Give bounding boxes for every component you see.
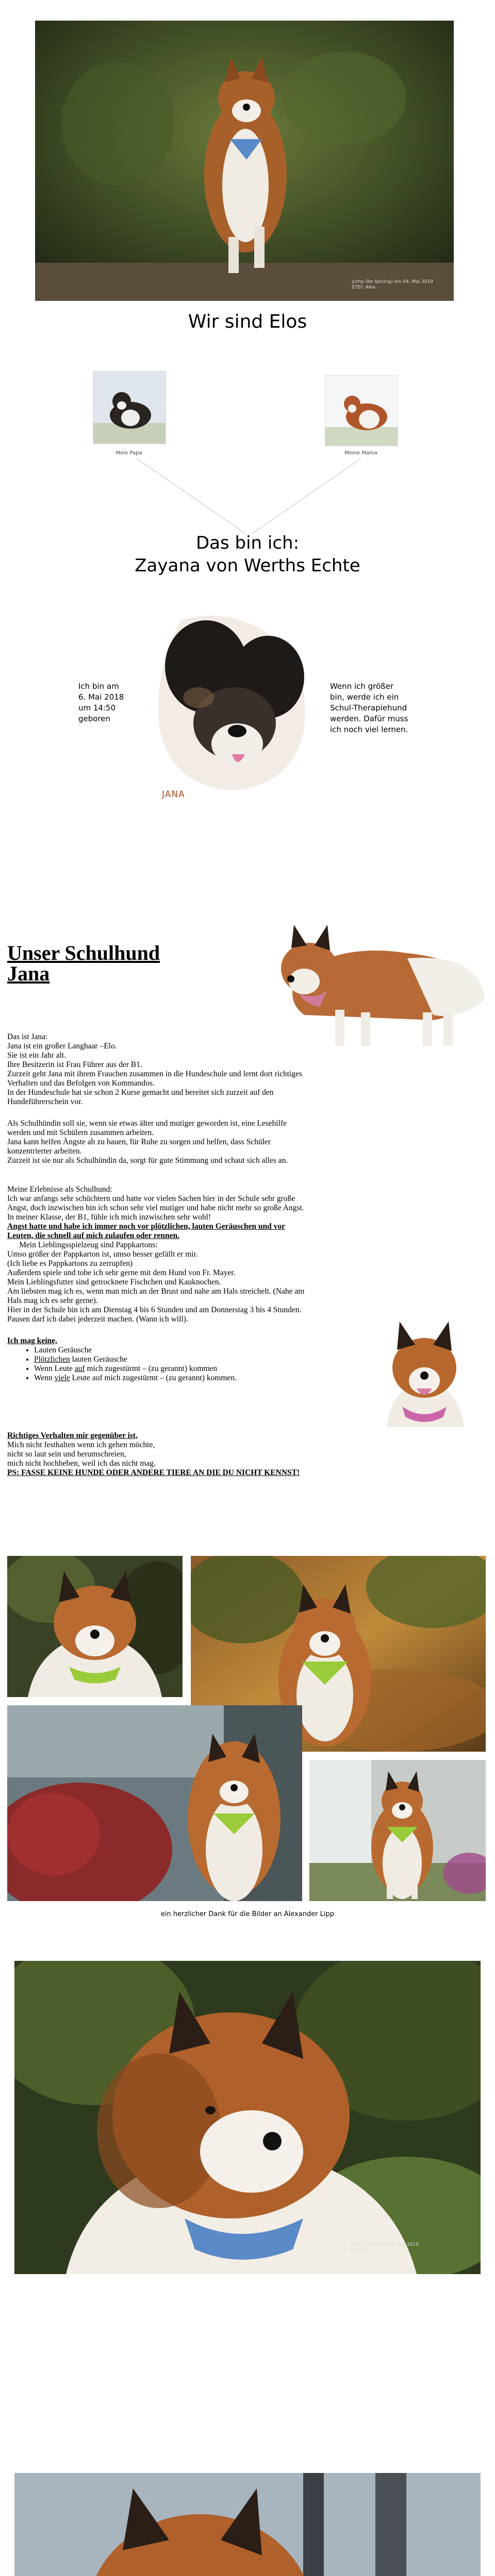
dislikes-heading: Ich mag keine,: [7, 1336, 57, 1345]
family-lines: [0, 330, 495, 546]
hero-caption-line1: Jump (be Sprung) ein 04. Mai 2019: [352, 279, 433, 284]
portrait1-caption-line2: ETEC Alex: [349, 2248, 373, 2253]
gallery-thanks: ein herzlicher Dank für die Bilder an Alexander Lipp: [160, 1910, 335, 1918]
mama-label: Meine Mama: [344, 450, 377, 456]
title-line2: Jana: [7, 962, 50, 985]
portrait-photo-2: [14, 2473, 481, 2576]
gallery-photo-3: [7, 1705, 302, 1901]
jana-portrait-small: [371, 1319, 477, 1427]
portrait-photo-1: [14, 1961, 481, 2274]
list-item: • Wenn Leute auf mich zugestürmt – (zu gerannt) kommen: [34, 1364, 368, 1374]
role-text: Als Schulhündin soll sie, wenn sie etwas älter und mutiger geworden ist, eine Lesehilfe werden und mit Schülern zusammen arbeiten. Jana kann helfen Ängste ab zu bauen, für Ruhe zu sorgen und helfen, dass Schüler konzentrierter arbeiten. Zurzeit ist sie nur als Schulhündin da, sorgt für gute Stimmung und schaut sich alles an.: [7, 1119, 288, 1165]
dislikes-block: [7, 1336, 368, 1383]
list-item: • Lauten Geräusche: [34, 1346, 368, 1355]
intro-text: Das ist Jana: Jana ist ein großer Langhaar –Elo. Sie ist ein Jahr alt. Ihre Besitzerin ist Frau Führer aus der B1. Zurzeit geht Jana mit ihrem Frauchen zusammen in die Hundeschule und lernt dort richtiges Verhalten und das Befolgen von Kommandos. In der Hundeschule hat sie schon 2 Kurse gemacht und bereitet sich zurzeit auf den Hundeführerschein vor.: [7, 1032, 303, 1106]
me-heading-line1: Das bin ich:: [195, 533, 300, 553]
list-item: • Wenn viele Leute auf mich zugestürmt – (zu gerannt) kommen.: [34, 1374, 368, 1383]
papa-photo: [93, 371, 166, 444]
running-dog-image: [35, 21, 454, 301]
gallery-photo-4: [309, 1760, 486, 1901]
noise-line2: Leuten, die schnell auf mich zulaufen oder rennen.: [7, 1231, 179, 1240]
jana-label: JANA: [162, 789, 185, 800]
ps-warning: PS: FASSE KEINE HUNDE ODER ANDERE TIERE AN DIE DU NICHT KENNST!: [7, 1468, 300, 1477]
list-item: • Plötzlichen lauten Geräusche: [34, 1355, 368, 1364]
portrait1-caption-line1: Jana im Park ein 04. Mai 2019: [349, 2242, 419, 2247]
title-line1: Unser Schulhund: [7, 941, 160, 964]
noise-line1: Angst hatte und habe ich immer noch vor plötzlichen, lauten Geräuschen und vor: [7, 1222, 285, 1231]
hero-caption-line2: ETEC Alex: [352, 285, 376, 290]
hero-photo: [35, 21, 454, 301]
me-heading: [0, 532, 495, 577]
dislikes-list: [7, 1346, 368, 1383]
experiences-text: Meine Erlebnisse als Schulhund: Ich war anfangs sehr schüchtern und hatte vor vielen Sachen hier in der Schule sehr große Angst, doch inzwischen bin ich schon sehr viel mutiger und habe nicht mehr so große Angst. In meiner Klasse, der B1, fühle ich mich inzwischen sehr wohl! Angst hatte und habe ich immer noch vor plötzlichen, lauten Geräuschen und vor Leuten, die schnell auf mich zulaufen oder rennen. Mein Lieblingsspielzeug sind Pappkartons: Umso größer der Pappkarton ist, umso besser gefällt er mir. (Ich liebe es Pappkartons zu zerrupfen) Außerdem spiele und tobe ich sehr gerne mit dem Hund von Fr. Mayer. Mein Lieblingsfutter sind getrocknete Fischchen und Kauknochen. Am liebsten mag ich es, wenn man mich an der Brust und nahe am Hals streichelt. (Nahe am Hals mag ich es sehr gerne). Hier in der Schule bin ich am Dienstag 4 bis 6 Stunden und am Donnerstag 3 bis 4 Stunden. Pausen darf ich dabei jederzeit machen. (Wann ich will).: [7, 1185, 461, 1324]
behavior-block: Richtiges Verhalten mir gegenüber ist, Mich nicht festhalten wenn ich gehen möchte, nicht so laut sein und herumschreien, mich nicht hochheben, weil ich das nicht mag. PS: FASSE KEINE HUNDE ODER ANDERE TIERE AN DIE DU NICHT KENNST!: [7, 1431, 471, 1478]
gallery-photo-1: [7, 1556, 183, 1697]
behavior-heading: Richtiges Verhalten mir gegenüber ist,: [7, 1431, 138, 1440]
me-heading-line2: Zayana von Werths Echte: [135, 555, 360, 576]
school-dog-title: [7, 943, 160, 984]
birth-text: Ich bin am 6. Mai 2018 um 14:50 geboren: [78, 682, 124, 723]
family-heading: Wir sind Elos: [188, 311, 307, 332]
future-text: Wenn ich größer bin, werde ich ein Schul-Therapiehund werden. Dafür muss ich noch viel lernen.: [330, 682, 408, 734]
puppy-photo: [150, 615, 322, 814]
experiences-heading: Meine Erlebnisse als Schulhund:: [7, 1185, 112, 1194]
papa-label: Mein Papa: [116, 450, 142, 456]
mama-photo: [325, 375, 398, 446]
